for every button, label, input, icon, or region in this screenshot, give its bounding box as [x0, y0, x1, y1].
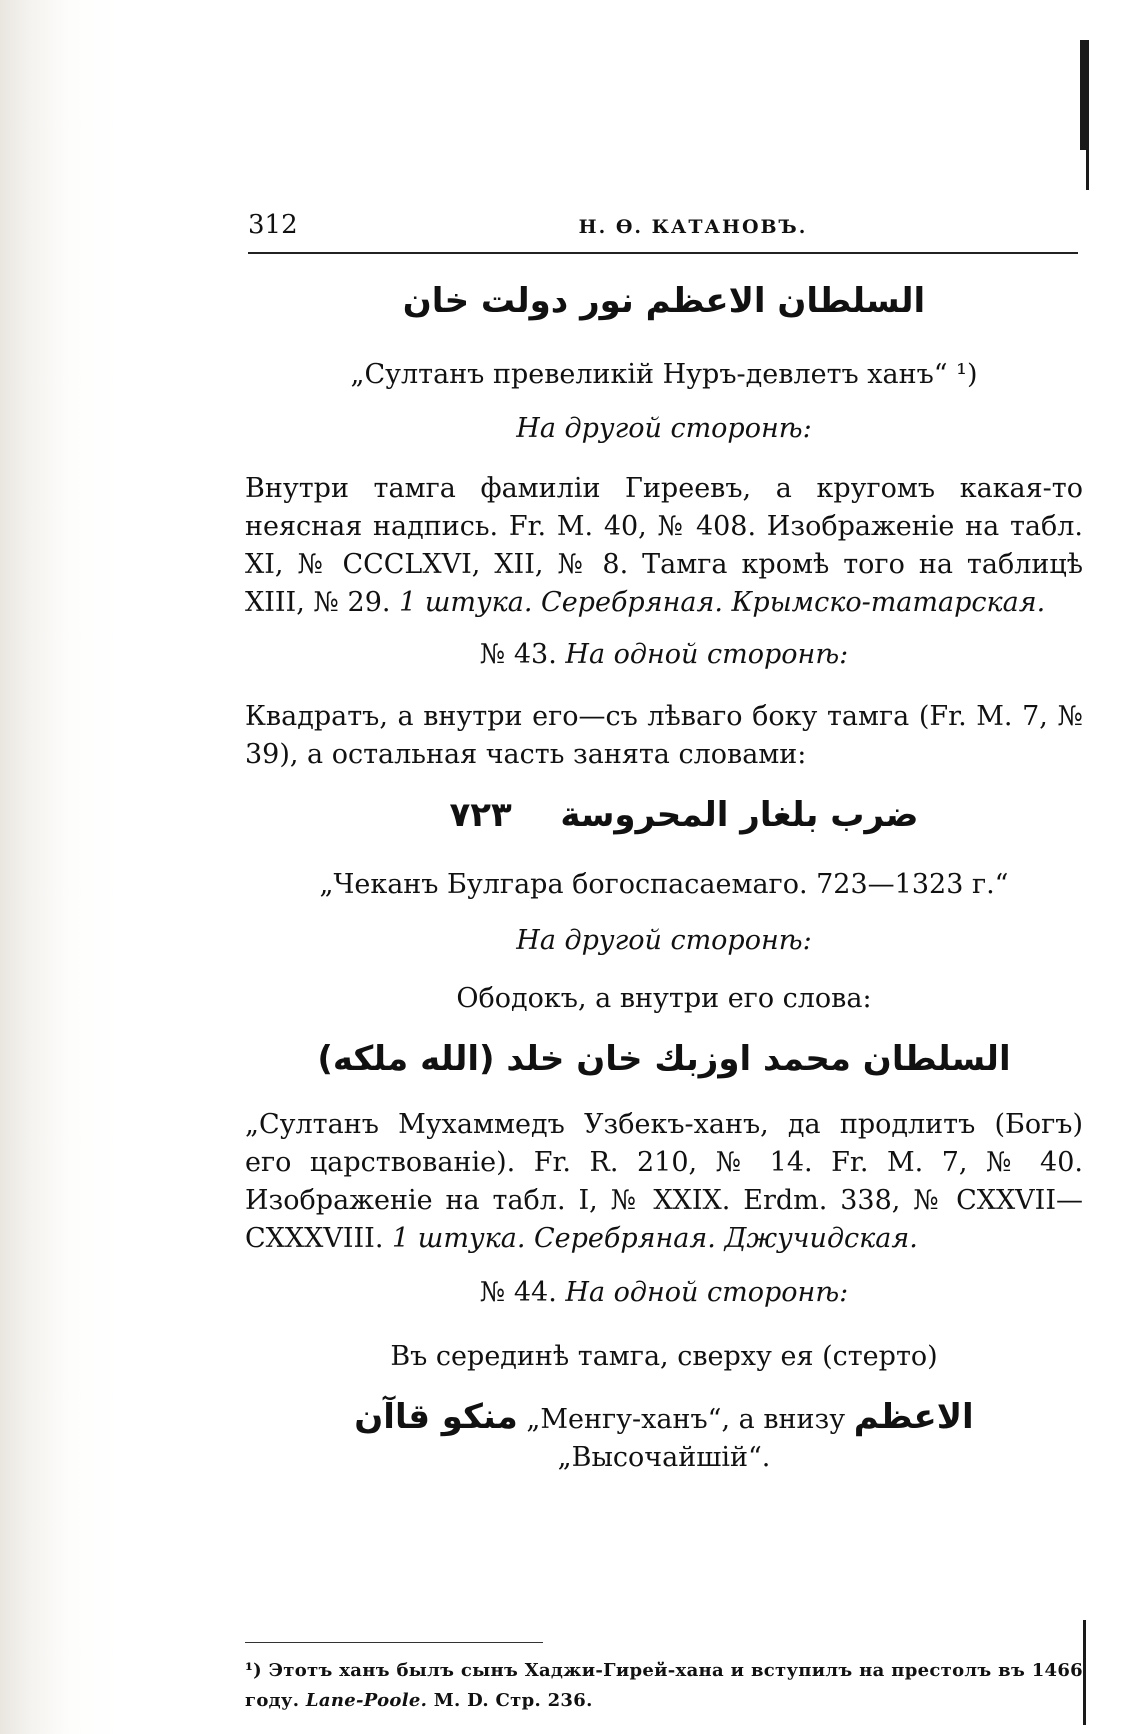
header-rule — [248, 252, 1078, 254]
arabic-5-menggu: منكو قاآن — [354, 1397, 518, 1437]
item-43-number: № 43. — [479, 639, 557, 670]
description-1: Внутри тамга фамиліи Гиреевъ, а кругомъ какая-то неясная надпись. Fr. M. 40, № 408. Изображеніе на табл. XI, № CCCLXVI, XII, № 8. Тамга кромѣ того на таблицѣ XIII, № 29. 1 штука. Серебряная. Крымско-татарская. — [245, 473, 1083, 618]
description-3: Ободокъ, а внутри его слова: — [456, 983, 872, 1014]
arabic-2-year: ٧٢٣ — [449, 795, 512, 835]
page-header — [248, 210, 1078, 250]
page-number: 312 — [248, 210, 298, 240]
description-1-tail: 1 штука. Серебряная. Крымско-татарская. — [399, 587, 1046, 618]
description-5-line-2: منكو قاآن „Менгу-ханъ“, а внизу الاعظم „Высочайшій“. — [354, 1397, 974, 1473]
translation-1: „Султанъ превеликій Нуръ-девлетъ ханъ“ ¹) — [350, 359, 978, 390]
item-44-side: На одной сторонѣ: — [565, 1277, 849, 1308]
reverse-side-heading-2: На другой сторонѣ: — [516, 925, 812, 956]
scan-edge-mark — [1080, 40, 1089, 150]
reverse-side-heading-1: На другой сторонѣ: — [516, 413, 812, 444]
item-44-heading — [245, 1274, 1083, 1312]
item-44-number: № 44. — [479, 1277, 557, 1308]
arabic-2-text: ضرب بلغار المحروسة — [560, 795, 919, 835]
item-43-side: На одной сторонѣ: — [565, 639, 849, 670]
scan-edge-mark — [1086, 150, 1089, 190]
description-2: Квадратъ, а внутри его—съ лѣваго боку тамга (Fr. M. 7, № 39), а остальная часть занята словами: — [245, 701, 1083, 770]
arabic-inscription-2 — [245, 796, 1083, 837]
running-head: Н. Ѳ. КАТАНОВЪ. — [578, 216, 808, 238]
footnote: ¹) Этотъ ханъ былъ сынъ Хаджи-Гирей-хана и вступилъ на престолъ въ 1466 году. Lane-Poole. M. D. Стр. 236. — [245, 1660, 1083, 1711]
arabic-inscription-3: السلطان محمد اوزبك خان خلد (الله ملكه) — [317, 1039, 1011, 1079]
scan-edge-mark — [1083, 1620, 1086, 1725]
description-4: „Султанъ Мухаммедъ Узбекъ-ханъ, да продлитъ (Богъ) его царствованіе). Fr. R. 210, № 14. Fr. M. 7, № 40. Изображеніе на табл. I, № XXIX. Erdm. 338, № CXXVII—CXXXVIII. 1 штука. Серебряная. Джучидская. — [245, 1109, 1083, 1254]
footnote-rule — [245, 1642, 543, 1643]
item-43-heading — [245, 636, 1083, 674]
translation-2: „Чеканъ Булгара богоспасаемаго. 723—1323 г.“ — [319, 869, 1009, 900]
footnote-source: Lane-Poole. — [305, 1690, 428, 1711]
arabic-5-aazam: الاعظم — [853, 1397, 974, 1437]
arabic-inscription-1: السلطان الاعظم نور دولت خان — [402, 281, 926, 321]
description-5: Въ серединѣ тамга, сверху ея (стерто) — [390, 1341, 938, 1372]
description-4-tail: 1 штука. Серебряная. Джучидская. — [392, 1223, 918, 1254]
